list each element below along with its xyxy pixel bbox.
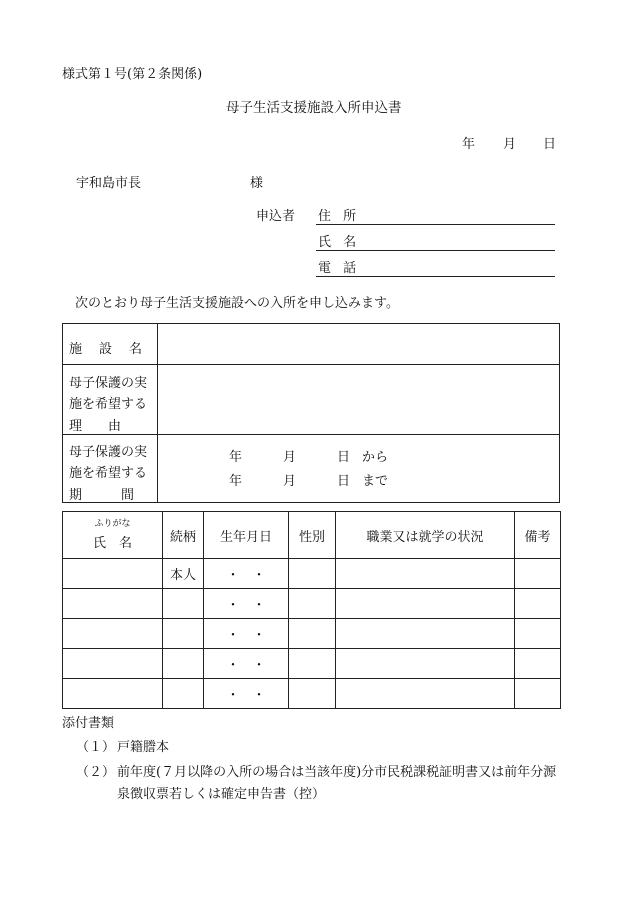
header-name-cell xyxy=(63,512,163,559)
reason-row xyxy=(63,364,559,434)
table-row xyxy=(63,649,561,679)
addressee-name: 宇和島市長 xyxy=(76,176,142,191)
member-occupation-cell[interactable] xyxy=(336,589,515,619)
member-relation-cell[interactable] xyxy=(163,589,204,619)
member-relation-cell[interactable]: 本人 xyxy=(163,559,204,589)
period-label-line-3: 期 間 xyxy=(69,488,135,503)
member-relation-cell[interactable] xyxy=(163,679,204,709)
facility-request-table xyxy=(62,323,560,503)
member-occupation-cell[interactable] xyxy=(336,619,515,649)
period-from-year: 年 xyxy=(229,450,243,465)
period-row xyxy=(63,434,559,502)
header-occupation: 職業又は就学の状況 xyxy=(336,512,515,559)
period-label-line-1: 母子保護の実 xyxy=(69,445,148,460)
member-sex-cell[interactable] xyxy=(289,649,336,679)
member-relation-cell[interactable] xyxy=(163,649,204,679)
member-sex-cell[interactable] xyxy=(289,559,336,589)
period-to-suffix: まで xyxy=(362,474,389,489)
name-label: 氏 名 xyxy=(318,235,361,250)
member-birth-cell[interactable]: ・ ・ xyxy=(204,589,289,619)
attachment-number-1: （１） xyxy=(76,740,116,755)
member-sex-cell[interactable] xyxy=(289,619,336,649)
reason-label-line-2: 施を希望する xyxy=(69,397,148,412)
document-title: 母子生活支援施設入所申込書 xyxy=(226,100,402,116)
member-remarks-cell[interactable] xyxy=(515,619,561,649)
facility-row xyxy=(63,324,559,364)
facility-label: 施 設 名 xyxy=(69,342,145,357)
attachment-text-2-cont: 泉徴収票若しくは確定申告書（控） xyxy=(117,787,326,802)
member-remarks-cell[interactable] xyxy=(515,589,561,619)
intro-text: 次のとおり母子生活支援施設への入所を申し込みます。 xyxy=(75,296,399,311)
date-year: 年 xyxy=(462,137,476,152)
member-remarks-cell[interactable] xyxy=(515,559,561,589)
attachment-number-2: （２） xyxy=(76,765,116,780)
facility-label-cell xyxy=(63,324,158,364)
header-relation: 続柄 xyxy=(163,512,204,559)
address-label: 住 所 xyxy=(318,209,361,224)
member-birth-cell[interactable]: ・ ・ xyxy=(204,679,289,709)
period-to-day: 日 xyxy=(337,474,351,489)
member-name-cell[interactable] xyxy=(63,679,163,709)
attachments-heading: 添付書類 xyxy=(62,716,115,731)
period-to-month: 月 xyxy=(283,474,297,489)
period-label-cell xyxy=(63,435,158,502)
attachment-text-2: 前年度(７月以降の入所の場合は当該年度)分市民税課税証明書又は前年分源 xyxy=(117,765,557,780)
header-remarks: 備考 xyxy=(515,512,561,559)
header-furigana: ふりがな xyxy=(94,518,131,529)
table-row xyxy=(63,559,561,589)
member-occupation-cell[interactable] xyxy=(336,649,515,679)
date-month: 月 xyxy=(503,137,517,152)
household-header-row xyxy=(63,512,561,559)
member-name-cell[interactable] xyxy=(63,589,163,619)
member-name-cell[interactable] xyxy=(63,619,163,649)
attachment-text-1: 戸籍謄本 xyxy=(117,740,170,755)
member-occupation-cell[interactable] xyxy=(336,679,515,709)
header-sex: 性別 xyxy=(289,512,336,559)
member-remarks-cell[interactable] xyxy=(515,679,561,709)
name-field-line[interactable] xyxy=(316,250,555,251)
header-birth: 生年月日 xyxy=(204,512,289,559)
reason-label-line-3: 理 由 xyxy=(69,419,122,434)
member-remarks-cell[interactable] xyxy=(515,649,561,679)
member-sex-cell[interactable] xyxy=(289,679,336,709)
period-label-line-2: 施を希望する xyxy=(69,466,148,481)
member-name-cell[interactable] xyxy=(63,649,163,679)
member-name-cell[interactable] xyxy=(63,559,163,589)
period-from-suffix: から xyxy=(362,450,389,465)
period-from-month: 月 xyxy=(283,450,297,465)
member-relation-cell[interactable] xyxy=(163,619,204,649)
address-field-line[interactable] xyxy=(316,224,555,225)
member-birth-cell[interactable]: ・ ・ xyxy=(204,619,289,649)
period-from-day: 日 xyxy=(337,450,351,465)
household-members-table xyxy=(62,511,561,709)
reason-label-line-1: 母子保護の実 xyxy=(69,376,148,391)
member-sex-cell[interactable] xyxy=(289,589,336,619)
table-row xyxy=(63,679,561,709)
phone-field-line[interactable] xyxy=(316,276,555,277)
table-row xyxy=(63,589,561,619)
period-to-year: 年 xyxy=(229,474,243,489)
addressee-honorific: 様 xyxy=(250,176,264,191)
header-name: 氏 名 xyxy=(92,535,132,551)
form-number: 様式第１号(第２条関係) xyxy=(62,67,203,82)
date-day: 日 xyxy=(543,137,557,152)
phone-label: 電 話 xyxy=(318,261,361,276)
member-birth-cell[interactable]: ・ ・ xyxy=(204,559,289,589)
member-birth-cell[interactable]: ・ ・ xyxy=(204,649,289,679)
applicant-label: 申込者 xyxy=(256,209,296,224)
reason-label-cell xyxy=(63,365,158,434)
member-occupation-cell[interactable] xyxy=(336,559,515,589)
table-row xyxy=(63,619,561,649)
